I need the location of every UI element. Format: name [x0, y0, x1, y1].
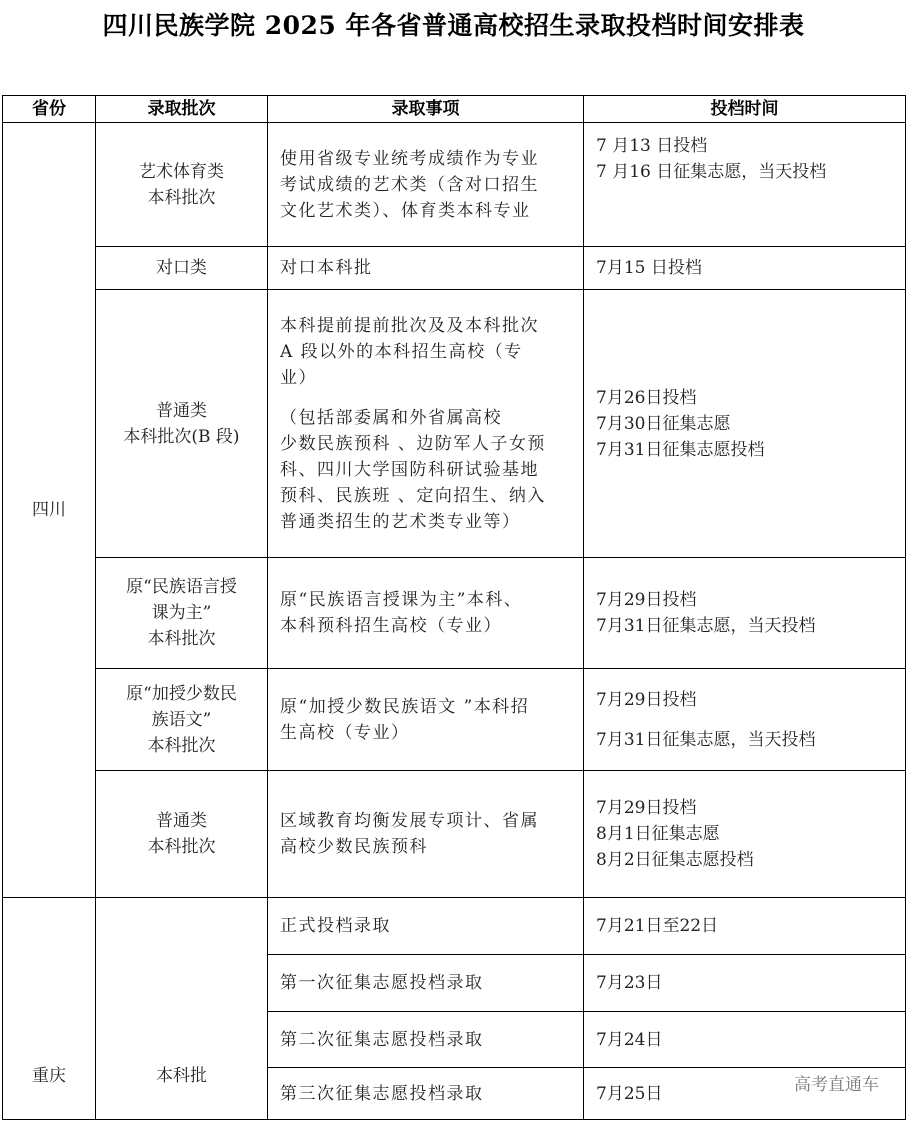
time-cell: 7月24日: [584, 1012, 906, 1068]
table-row: [3, 123, 906, 247]
time-cell: 7月15 日投档: [584, 247, 906, 290]
matter-cell: 使用省级专业统考成绩作为专业 考试成绩的艺术类（含对口招生 文化艺术类）、体育类本科专业: [268, 123, 584, 247]
header-batch: 录取批次: [96, 96, 268, 123]
batch-cell: 原“民族语言授 课为主” 本科批次: [96, 558, 268, 669]
table-row: [3, 669, 906, 771]
batch-cell: 对口类: [96, 247, 268, 290]
time-cell: 7月29日投档 8月1日征集志愿 8月2日征集志愿投档: [584, 771, 906, 898]
table-row: [3, 290, 906, 558]
matter-cell: 原“加授少数民族语文 ”本科招 生高校（专业）: [268, 669, 584, 771]
time-cell: 7月26日投档 7月30日征集志愿 7月31日征集志愿投档: [584, 290, 906, 558]
time-cell: 7 月13 日投档 7 月16 日征集志愿，当天投档: [584, 123, 906, 247]
batch-cell: 普通类 本科批次(B 段): [96, 290, 268, 558]
admission-schedule-table: [2, 95, 906, 1120]
header-matter: 录取事项: [268, 96, 584, 123]
matter-cell: 原“民族语言授课为主”本科、 本科预科招生高校（专业）: [268, 558, 584, 669]
page-title: 四川民族学院 2025 年各省普通高校招生录取投档时间安排表: [102, 11, 805, 40]
table-row: [3, 558, 906, 669]
province-cell: 四川: [3, 123, 96, 898]
table-row: [3, 898, 906, 955]
matter-cell: 第一次征集志愿投档录取: [268, 955, 584, 1012]
matter-cell: 本科提前提前批次及及本科批次 A 段以外的本科招生高校（专 业） （包括部委属和外省属高校 少数民族预科 、边防军人子女预 科、四川大学国防科研试验基地 预科、民族班 、定向招生、纳入 普通类招生的艺术类专业等）: [268, 290, 584, 558]
table-header-row: [3, 96, 906, 123]
matter-cell: 第三次征集志愿投档录取: [268, 1068, 584, 1120]
watermark: 高考直通车: [794, 1075, 879, 1095]
time-cell: 7月29日投档 7月31日征集志愿，当天投档: [584, 558, 906, 669]
time-cell: 7月29日投档 7月31日征集志愿，当天投档: [584, 669, 906, 771]
matter-cell: 正式投档录取: [268, 898, 584, 955]
time-cell: 7月21日至22日: [584, 898, 906, 955]
batch-cell: 普通类 本科批次: [96, 771, 268, 898]
time-cell: 7月23日: [584, 955, 906, 1012]
matter-cell: 对口本科批: [268, 247, 584, 290]
time-cell: 7月25日: [584, 1068, 906, 1120]
matter-cell: 第二次征集志愿投档录取: [268, 1012, 584, 1068]
province-cell: 重庆: [3, 898, 96, 1120]
header-province: 省份: [3, 96, 96, 123]
header-time: 投档时间: [584, 96, 906, 123]
table-row: [3, 247, 906, 290]
batch-cell: 本科批: [96, 898, 268, 1120]
table-row: [3, 771, 906, 898]
batch-cell: 艺术体育类 本科批次: [96, 123, 268, 247]
batch-cell: 原“加授少数民 族语文” 本科批次: [96, 669, 268, 771]
matter-cell: 区域教育均衡发展专项计、省属 高校少数民族预科: [268, 771, 584, 898]
